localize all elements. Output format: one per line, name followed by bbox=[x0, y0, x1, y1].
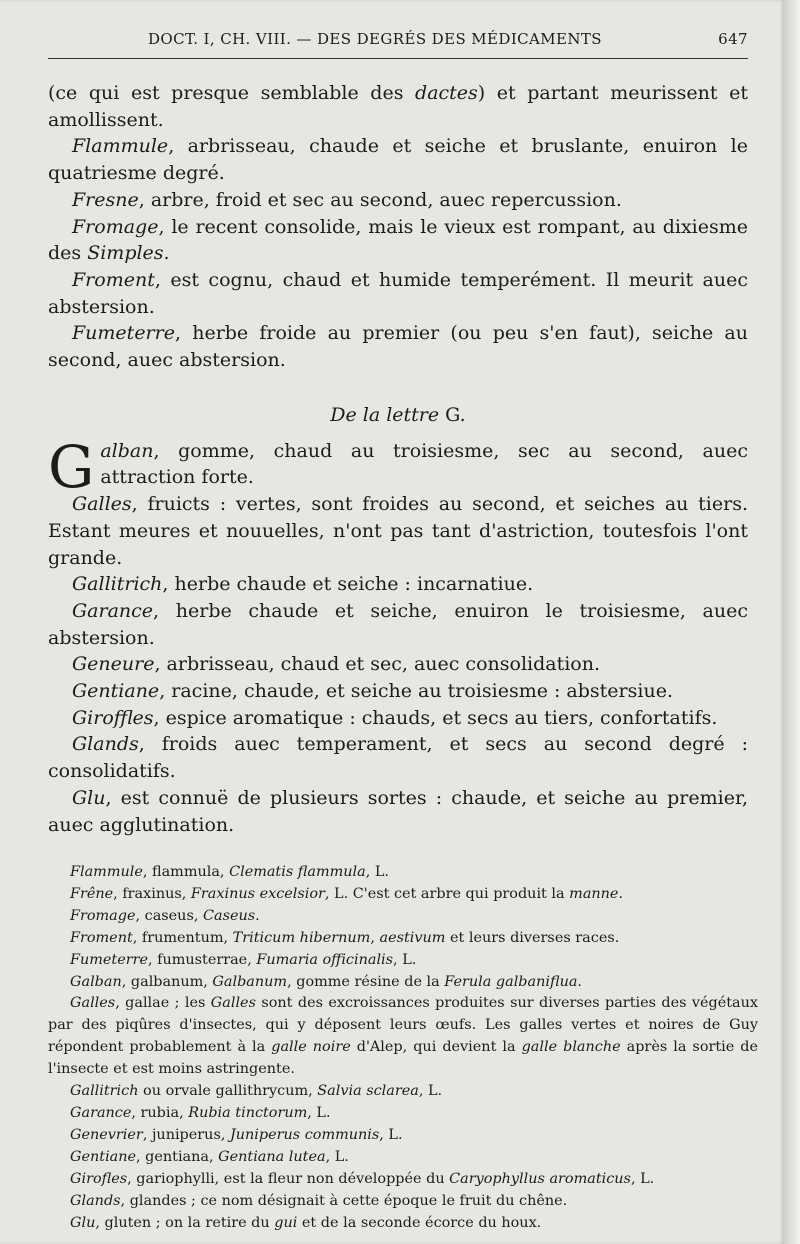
page-number: 647 bbox=[718, 30, 748, 48]
note-glu: Glu, gluten ; on la retire du gui et de la seconde écorce du houx. bbox=[70, 1214, 542, 1231]
entry-gentiane: Gentiane, racine, chaude, et seiche au troisiesme : abstersiue. bbox=[72, 680, 673, 703]
note-girofles: Girofles, gariophylli, est la fleur non développée du Caryophyllus aromaticus, L. bbox=[70, 1170, 655, 1187]
note-flammule: Flammule, flammula, Clematis flammula, L. bbox=[70, 864, 389, 880]
running-title: DOCT. I, CH. VIII. — DES DEGRÉS DES MÉDICAMENTS bbox=[148, 30, 602, 48]
entry-fromage: Fromage, le recent consolide, mais le vieux est rompant, au dixiesme des Simples. bbox=[48, 215, 748, 265]
note-gallitrich: Gallitrich ou orvale gallithrycum, Salvia sclarea, L. bbox=[70, 1083, 443, 1100]
entry-fumeterre: Fumeterre, herbe froide au premier (ou peu s'en faut), seiche au second, auec abstersion. bbox=[48, 322, 748, 372]
entry-flammule: Flammule, arbrisseau, chaude et seiche et bruslante, enuiron le quatriesme degré. bbox=[48, 135, 748, 185]
note-galban: Galban, galbanum, Galbanum, gomme résine de la Ferula galbaniflua. bbox=[70, 973, 582, 990]
paragraph-continuation: (ce qui est presque semblable des dactes) et partant meurissent et amollissent. bbox=[48, 82, 748, 131]
note-fumeterre: Fumeterre, fumusterrae, Fumaria officinalis, L. bbox=[70, 951, 417, 968]
note-glands: Glands, glandes ; ce nom désignait à cette époque le fruit du chêne. bbox=[70, 1192, 568, 1209]
footnotes bbox=[48, 862, 758, 1234]
entry-gallitrich: Gallitrich, herbe chaude et seiche : incarnatiue. bbox=[72, 573, 534, 596]
note-garance: Garance, rubia, Rubia tinctorum, L. bbox=[70, 1104, 331, 1121]
entry-glu: Glu, est connuë de plusieurs sortes : chaude, et seiche au premier, auec agglutination. bbox=[48, 786, 748, 836]
note-genevrier: Genevrier, juniperus, Juniperus communis, L. bbox=[70, 1126, 403, 1143]
running-header bbox=[48, 30, 748, 54]
note-gentiane: Gentiane, gentiana, Gentiana lutea, L. bbox=[70, 1148, 349, 1165]
note-galles: Galles, gallae ; les Galles sont des excroissances produites sur diverses parties des végétaux par des piqûres d'insectes, qui y déposent leurs œufs. Les galles vertes et noires de Guy répondent probablement à la galle noire d'Alep, qui devient la galle blanche après la sortie de l'insecte et est moins astringente. bbox=[48, 995, 759, 1078]
note-frene: Frêne, fraxinus, Fraxinus excelsior, L. C'est cet arbre qui produit la manne. bbox=[70, 885, 624, 902]
main-text bbox=[48, 80, 748, 838]
entry-galban: Galban, gomme, chaud au troisiesme, sec au second, auec attraction forte. bbox=[48, 432, 748, 501]
note-froment: Froment, frumentum, Triticum hibernum, aestivum et leurs diverses races. bbox=[70, 929, 620, 946]
entry-froment: Froment, est cognu, chaud et humide temperément. Il meurit auec abstersion. bbox=[48, 268, 748, 318]
entry-garance: Garance, herbe chaude et seiche, enuiron le troisiesme, auec abstersion. bbox=[48, 599, 748, 649]
drop-cap: G bbox=[48, 432, 95, 501]
entry-giroffles: Giroffles, espice aromatique : chauds, et secs au tiers, confortatifs. bbox=[72, 706, 718, 729]
entry-galles: Galles, fruicts : vertes, sont froides au second, et seiches au tiers. Estant meures et nouuelles, n'ont pas tant d'astriction, toutesfois l'ont grande. bbox=[48, 493, 748, 569]
header-rule bbox=[48, 58, 748, 59]
section-heading: De la lettre G. bbox=[330, 403, 466, 426]
page-edge bbox=[784, 0, 800, 1244]
note-fromage: Fromage, caseus, Caseus. bbox=[70, 907, 260, 924]
entry-fresne: Fresne, arbre, froid et sec au second, auec repercussion. bbox=[72, 188, 622, 211]
entry-geneure: Geneure, arbrisseau, chaud et sec, auec consolidation. bbox=[72, 653, 601, 676]
entry-glands: Glands, froids auec temperament, et secs au second degré : consolidatifs. bbox=[48, 733, 748, 783]
